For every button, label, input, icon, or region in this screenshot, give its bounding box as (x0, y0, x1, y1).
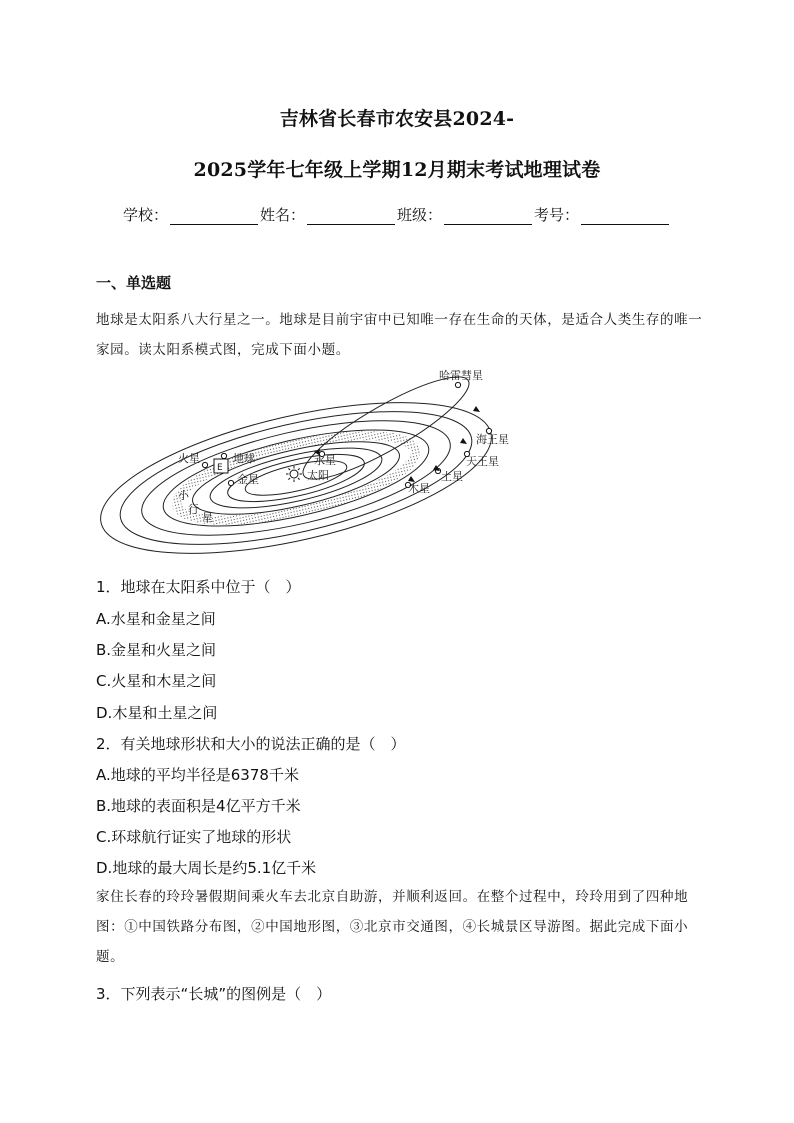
label-uranus: 天王星 (466, 455, 499, 468)
mars-marker (202, 462, 207, 467)
arrow-neptune (460, 438, 467, 444)
arrow-halley (473, 406, 480, 412)
question-stem-2: 家住长春的玲玲暑假期间乘火车去北京自助游，并顺利返回。在整个过程中，玲玲用到了四种地图：①中国铁路分布图，②中国地形图，③北京市交通图，④长城景区导游图。据此完成下面小题。 (96, 889, 689, 965)
sun-icon (286, 466, 302, 482)
number-blank[interactable] (581, 208, 669, 225)
label-asteroid-1: 小 (178, 489, 189, 502)
halley-marker (455, 382, 460, 387)
label-mars: 火星 (178, 452, 200, 465)
label-asteroid-3: 星 (202, 511, 213, 524)
class-label: 班级： (397, 206, 443, 224)
q1-option-a[interactable]: A.水星和金星之间 (96, 610, 216, 628)
question-stem-1: 地球是太阳系八大行星之一。地球是目前宇宙中已知唯一存在生命的天体，是适合人类生存的唯一家园。读太阳系模式图，完成下面小题。 (96, 312, 703, 358)
q1-option-c[interactable]: C.火星和木星之间 (96, 672, 217, 690)
label-halley: 哈雷彗星 (439, 369, 483, 382)
exam-title-line1: 吉林省长春市农安县2024- (279, 108, 515, 130)
q2-option-c[interactable]: C.环球航行证实了地球的形状 (96, 828, 292, 846)
school-label: 学校： (123, 206, 169, 224)
venus-marker (228, 480, 233, 485)
question-3: 3．下列表示“长城”的图例是（ ） (96, 985, 332, 1003)
exam-title-line2: 2025学年七年级上学期12月期末考试地理试卷 (193, 159, 601, 181)
school-blank[interactable] (170, 208, 258, 225)
label-venus: 金星 (237, 473, 259, 486)
label-asteroid-2: 行 (188, 503, 199, 516)
earth-marker (221, 453, 226, 458)
solar-system-diagram (96, 368, 509, 568)
earth-box-label: E (217, 463, 223, 473)
label-jupiter: 木星 (408, 482, 430, 495)
q1-option-d[interactable]: D.木星和土星之间 (96, 704, 218, 722)
class-blank[interactable] (444, 208, 532, 225)
q2-option-d[interactable]: D.地球的最大周长是约5.1亿千米 (96, 859, 317, 877)
section-title: 一、单选题 (96, 274, 172, 292)
name-label: 姓名： (260, 206, 306, 224)
q2-option-b[interactable]: B.地球的表面积是4亿平方千米 (96, 797, 301, 815)
label-neptune: 海王星 (476, 433, 509, 446)
q2-option-a[interactable]: A.地球的平均半径是6378千米 (96, 766, 299, 784)
number-label: 考号： (534, 206, 580, 224)
label-sun: 太阳 (307, 469, 329, 482)
question-2: 2．有关地球形状和大小的说法正确的是（ ） (96, 735, 406, 753)
q1-option-b[interactable]: B.金星和火星之间 (96, 641, 217, 659)
student-info-fields (123, 204, 671, 225)
question-1: 1．地球在太阳系中位于（ ） (96, 578, 301, 596)
label-saturn: 土星 (441, 470, 463, 483)
label-earth: 地球 (233, 452, 255, 465)
label-mercury: 水星 (314, 454, 336, 467)
name-blank[interactable] (307, 208, 395, 225)
